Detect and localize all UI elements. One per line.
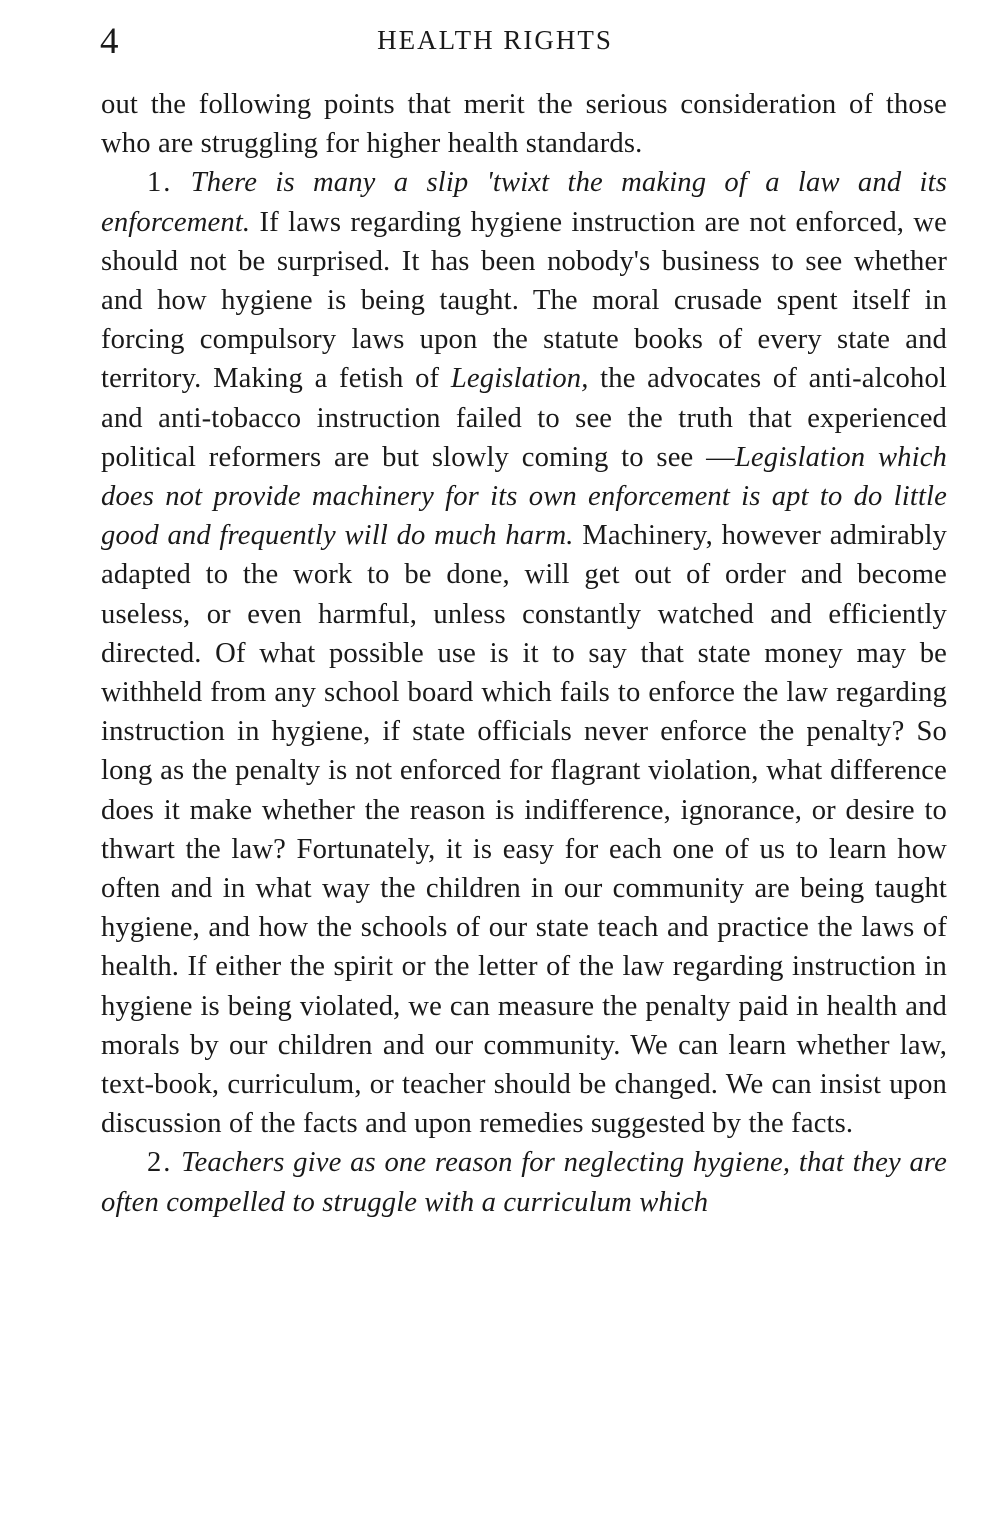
point-2-number: 2.	[147, 1147, 173, 1179]
point-1-italic-word: Legislation,	[450, 363, 589, 395]
running-title: HEALTH RIGHTS	[377, 25, 613, 55]
point-1-text-a: If laws regarding hygiene instruction are not enforced, we should not be surprised. It has been nobody's business to see whether and how hygiene is being taught. The moral crusade spent itself in forcing compulsory laws upon the statute books of every state and territory. Making a fetish of	[101, 206, 947, 395]
point-1-number: 1.	[147, 167, 173, 199]
paragraph-point-1	[101, 163, 947, 1143]
paragraph-intro-text: out the following points that merit the serious consideration of those who are struggling for higher health standards.	[101, 89, 947, 160]
point-2-heading: Teachers give as one reason for neglecting hygiene, that they are often compelled to struggle with a curriculum which	[101, 1147, 947, 1218]
body-text	[101, 85, 947, 1222]
point-1-text-b: the advocates of anti-alcohol and anti-tobacco instruction failed to see the truth that experienced political reformers are but slowly coming to see —	[101, 363, 947, 473]
point-1-text-c: Machinery, however admirably adapted to the work to be done, will get out of order and become useless, or even harmful, unless constantly watched and efficiently directed. Of what possible use is it to say that state money may be withheld from any school board which fails to enforce the law regarding instruction in hygiene, if state officials never enforce the penalty? So long as the penalty is not enforced for flagrant violation, what difference does it make whether the reason is indifference, ignorance, or desire to thwart the law? Fortunately, it is easy for each one of us to learn how often and in what way the children in our community are being taught hygiene, and how the schools of our state teach and practice the laws of health. If either the spirit or the letter of the law regarding instruction in hygiene is being violated, we can measure the penalty paid in health and morals by our children and our community. We can learn whether law, text-book, curriculum, or teacher should be changed. We can insist upon discussion of the facts and upon remedies suggested by the facts.	[101, 520, 947, 1140]
page-number: 4	[100, 21, 119, 62]
point-1-heading: There is many a slip 'twixt the making of a law and its enforcement.	[101, 167, 947, 238]
point-1-italic-quote: Legislation which does not provide machinery for its own enforcement is apt to do little good and frequently will do much harm.	[101, 441, 948, 552]
paragraph-intro	[101, 85, 947, 163]
page-header	[100, 18, 950, 62]
paragraph-point-2	[101, 1143, 947, 1221]
